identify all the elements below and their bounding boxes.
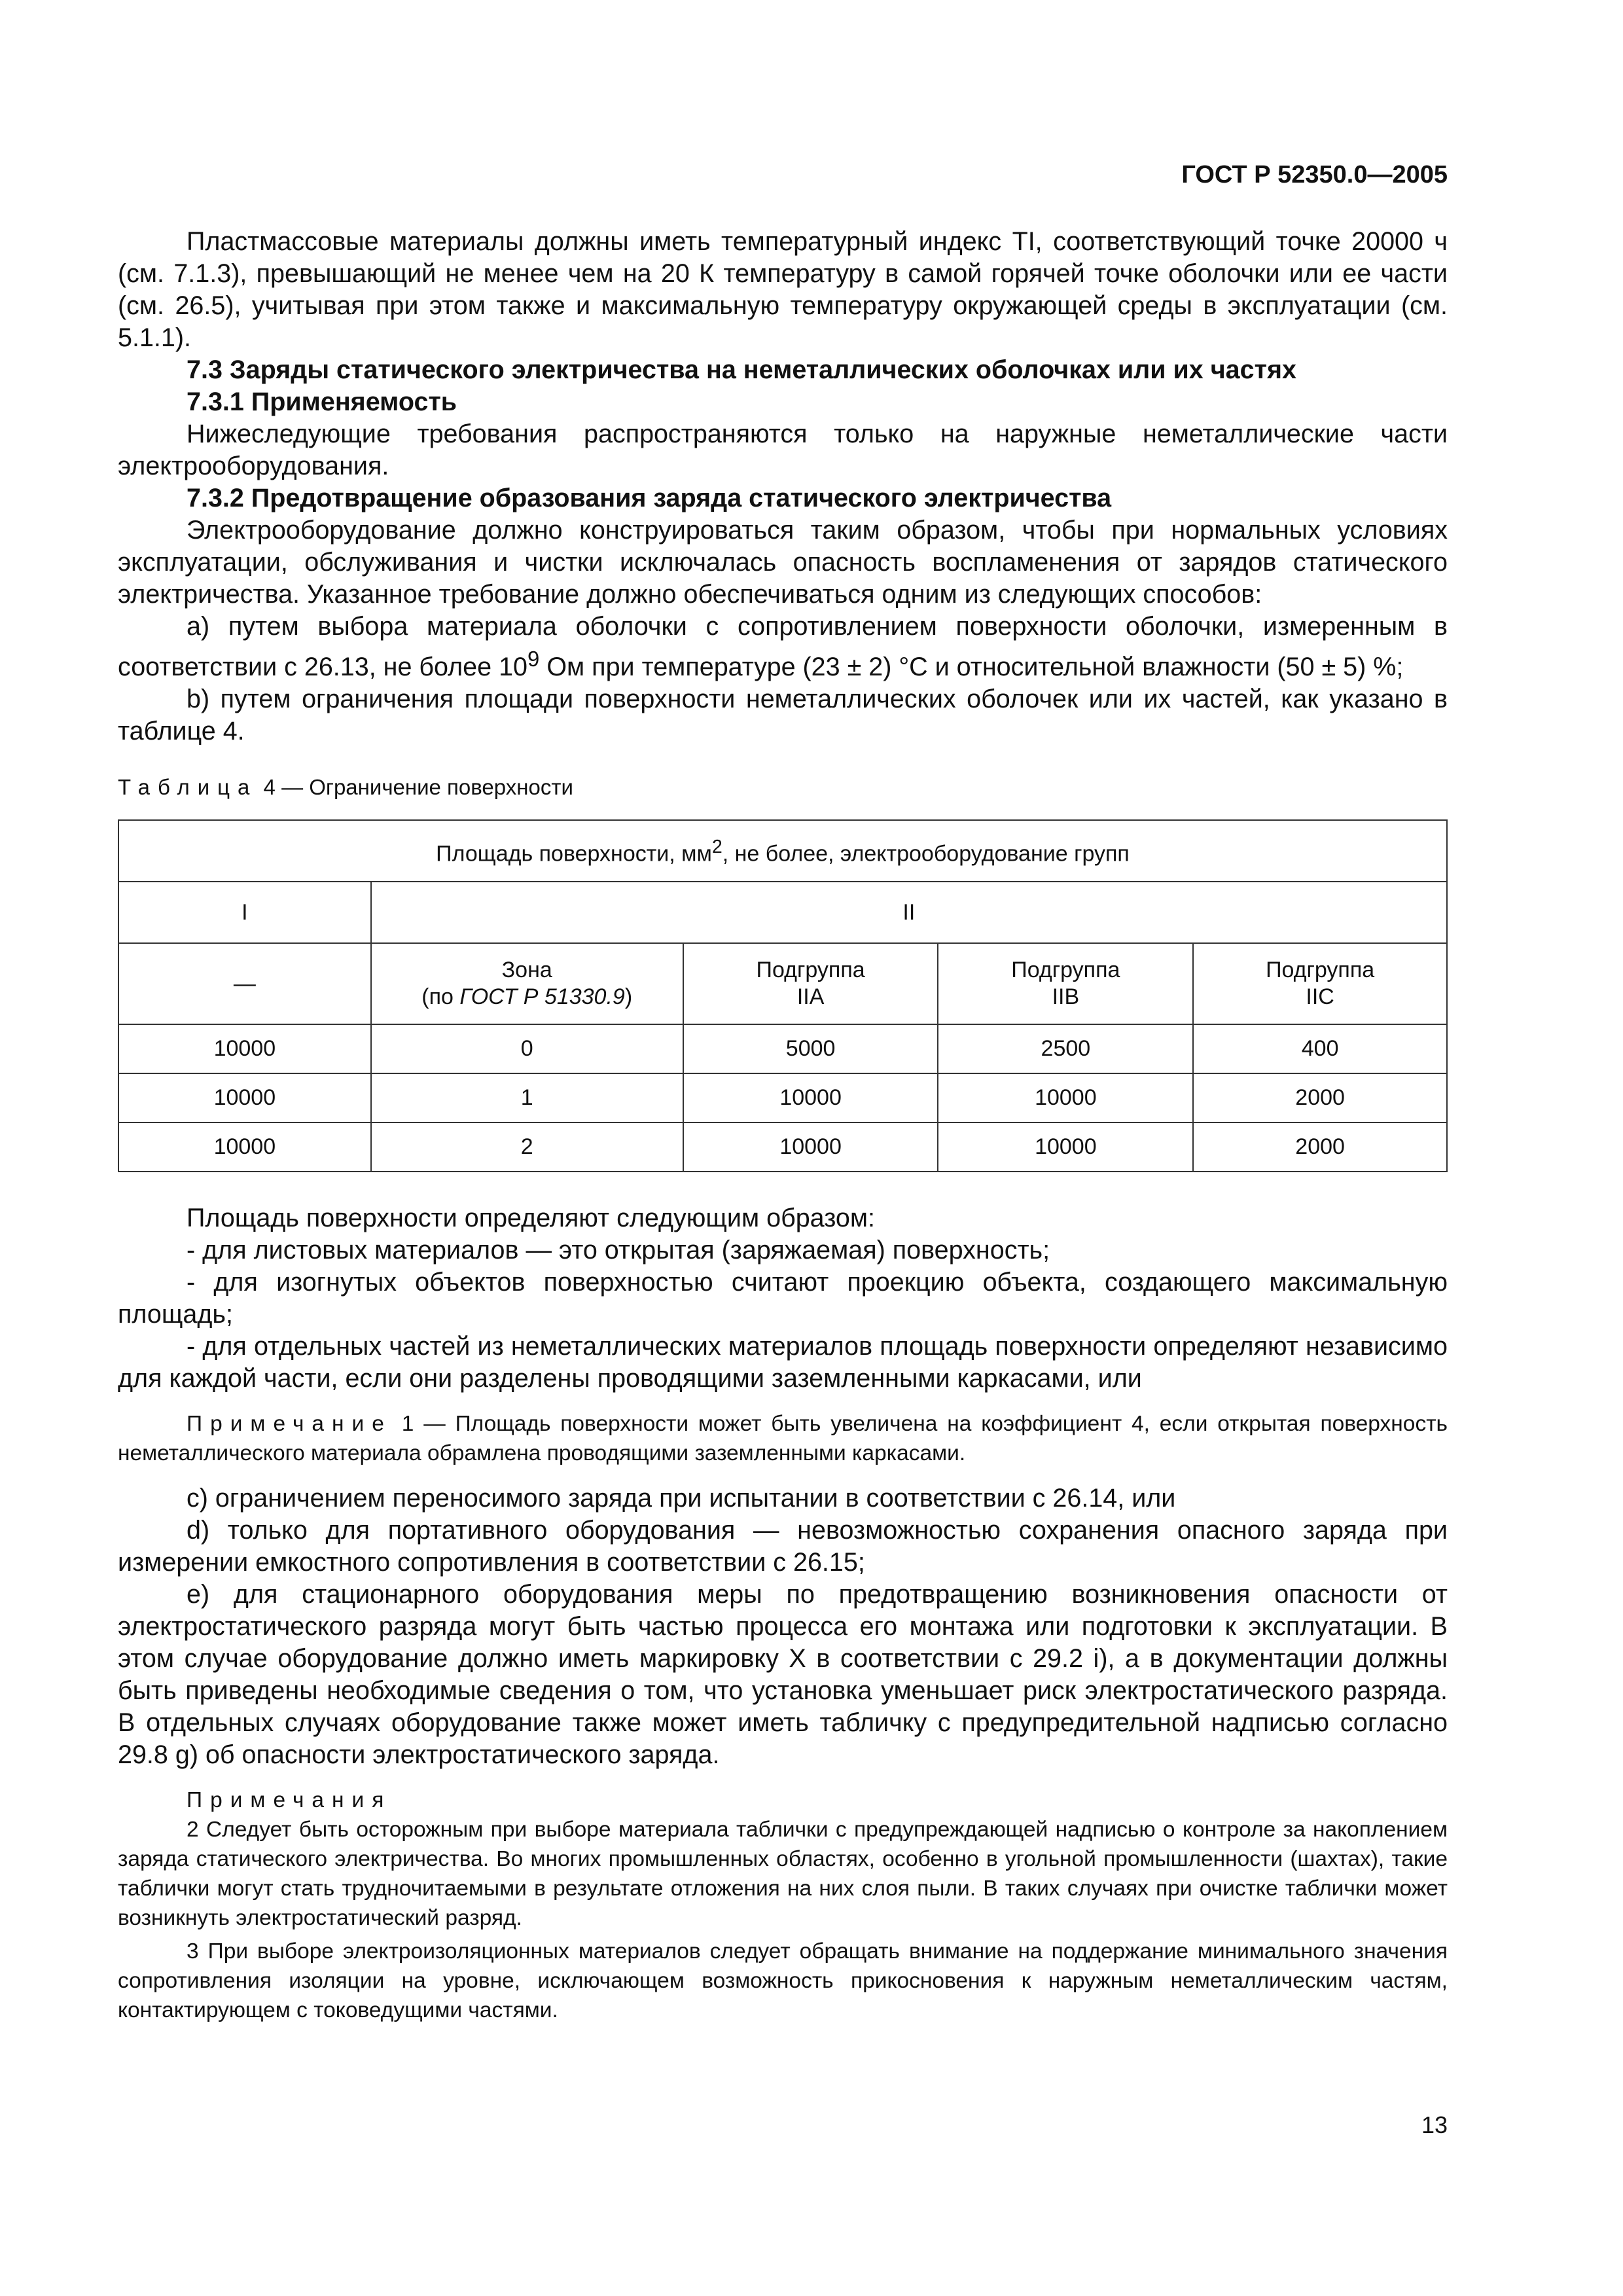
table-cell: 10000	[118, 1024, 371, 1073]
group-ii-header: II	[371, 882, 1447, 943]
table-cell: 2000	[1193, 1073, 1447, 1122]
list-item-separate-parts: - для отдельных частей из неметаллических материалов площадь поверхности определяют независимо для каждой части, если они разделены проводящими заземленными каркасами, или	[118, 1332, 1448, 1393]
table-cell: 2000	[1193, 1122, 1447, 1172]
table-cell: 10000	[683, 1073, 938, 1122]
dash-cell: —	[118, 943, 371, 1024]
subgroup-iia-header: Подгруппа IIA	[683, 943, 938, 1024]
list-item-sheet-materials: - для листовых материалов — это открытая (заряжаемая) поверхность;	[187, 1236, 1050, 1265]
table-row	[118, 1122, 1447, 1172]
table-cell: 10000	[938, 1122, 1193, 1172]
document-header: ГОСТ Р 52350.0—2005	[1181, 161, 1448, 188]
section-heading-7-3-1: 7.3.1 Применяемость	[187, 387, 457, 416]
list-item-e: е) для стационарного оборудования меры по предотвращению возникновения опасности от электростатического разряда могут быть частью процесса его монтажа или подготовки к эксплуатации. В этом случае оборудование должно иметь маркировку X в соответствии с 29.2 i), а в документации должны быть приведены необходимые сведения о том, что установка уменьшает риск электростатического разряда. В отдельных случаях оборудование также может иметь табличку с предупредительной надписью согласно 29.8 g) об опасности электростатического заряда.	[118, 1580, 1448, 1770]
subgroup-iib-header: Подгруппа IIB	[938, 943, 1193, 1024]
note-1: Примечание 1 — Площадь поверхности может быть увеличена на коэффициент 4, если открытая поверхность неметаллического материала обрамлена проводящими заземленными каркасами.	[118, 1412, 1448, 1466]
list-item-curved-objects: - для изогнутых объектов поверхностью считают проекцию объекта, создающего максимальную площадь;	[118, 1268, 1448, 1329]
paragraph-applicability: Нижеследующие требования распространяются только на наружные неметаллические части электрооборудования.	[118, 420, 1448, 480]
table-cell: 2	[371, 1122, 683, 1172]
list-item-a: а) путем выбора материала оболочки с сопротивлением поверхности оболочки, измеренным в соответствии с 26.13, не более $10^9$ Ом при температуре (23 ± 2) °С и относительной влажности (50 ± 5) %;	[118, 612, 1448, 682]
section-heading-7-3: 7.3 Заряды статического электричества на неметаллических оболочках или их частях	[187, 355, 1296, 384]
table-group-row	[118, 882, 1447, 943]
paragraph-plastics: Пластмассовые материалы должны иметь температурный индекс TI, соответствующий точке 20000 ч (см. 7.1.3), превышающий не менее чем на 20 К температуру в самой горячей точке оболочки или ее части (см. 26.5), учитывая при этом также и максимальную температуру окружающей среды в эксплуатации (см. 5.1.1).	[118, 227, 1448, 352]
table-main-header: Площадь поверхности, $мм^2$, не более, электрооборудование групп	[118, 820, 1447, 882]
paragraph-surface-definition: Площадь поверхности определяют следующим образом:	[187, 1204, 875, 1233]
surface-limit-table	[118, 819, 1448, 1172]
table-cell: 1	[371, 1073, 683, 1122]
table-cell: 10000	[683, 1122, 938, 1172]
table-cell: 0	[371, 1024, 683, 1073]
table-cell: 10000	[938, 1073, 1193, 1122]
list-item-b: b) путем ограничения площади поверхности неметаллических оболочек или их частей, как указано в таблице 4.	[118, 685, 1448, 746]
table-row	[118, 1024, 1447, 1073]
table-cell: 2500	[938, 1024, 1193, 1073]
paragraph-design-requirement: Электрооборудование должно конструироваться таким образом, чтобы при нормальных условиях эксплуатации, обслуживания и чистки исключалась опасность воспламенения от зарядов статического электричества. Указанное требование должно обеспечиваться одним из следующих способов:	[118, 516, 1448, 609]
list-item-c: с) ограничением переносимого заряда при испытании в соответствии с 26.14, или	[187, 1484, 1176, 1513]
table-cell: 400	[1193, 1024, 1447, 1073]
table-header-row	[118, 820, 1447, 882]
section-heading-7-3-2: 7.3.2 Предотвращение образования заряда статического электричества	[187, 484, 1112, 512]
note-2: 2 Следует быть осторожным при выборе материала таблички с предупреждающей надписью о контроле за накоплением заряда статического электричества. Во многих промышленных областях, особенно в угольной промышленности (шахтах), такие таблички могут стать трудночитаемыми в результате отложения на них слоя пыли. В таких случаях при очистке таблички может возникнуть электростатический разряд.	[118, 1818, 1448, 1931]
zone-header: Зона (по ГОСТ Р 51330.9)	[371, 943, 683, 1024]
table-cell: 10000	[118, 1122, 371, 1172]
table-caption: Таблица 4 — Ограничение поверхности	[118, 775, 573, 800]
page-number: 13	[1421, 2111, 1448, 2138]
group-i-header: I	[118, 882, 371, 943]
table-subgroup-row	[118, 943, 1447, 1024]
table-cell: 10000	[118, 1073, 371, 1122]
subgroup-iic-header: Подгруппа IIC	[1193, 943, 1447, 1024]
table-cell: 5000	[683, 1024, 938, 1073]
notes-title: Примечания	[187, 1788, 392, 1813]
table-row	[118, 1073, 1447, 1122]
note-3: 3 При выборе электроизоляционных материалов следует обращать внимание на поддержание минимального значения сопротивления изоляции на уровне, исключающем возможность прикосновения к наружным неметаллическим частям, контактирующем с токоведущими частями.	[118, 1939, 1448, 2023]
list-item-d: d) только для портативного оборудования — невозможностью сохранения опасного заряда при измерении емкостного сопротивления в соответствии с 26.15;	[118, 1516, 1448, 1577]
